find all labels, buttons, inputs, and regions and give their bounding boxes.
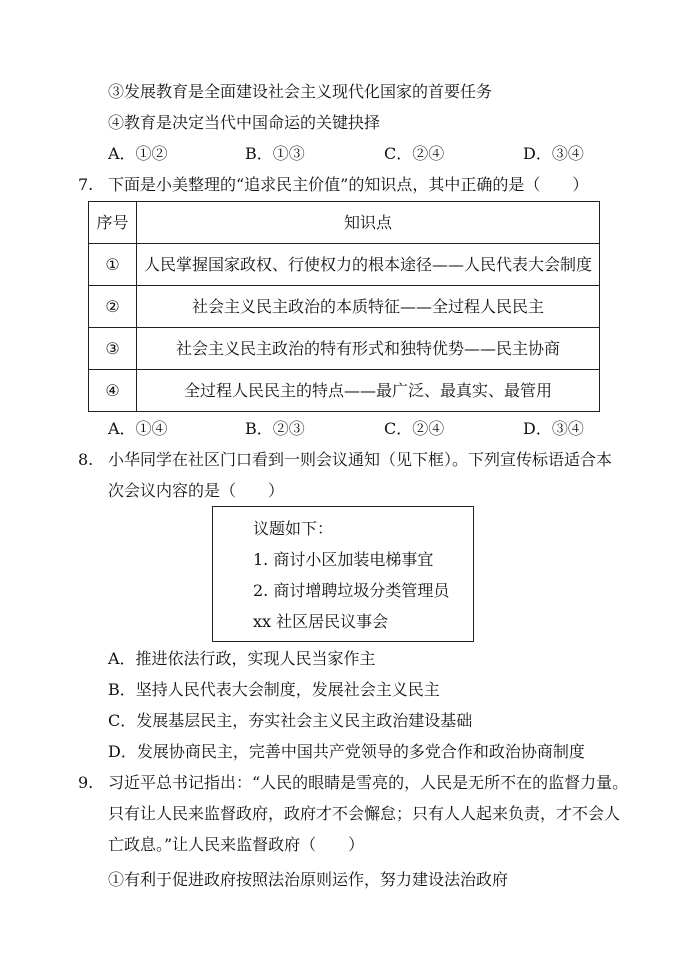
table-header-row [89,202,600,244]
q8-option-c: C．发展基层民主，夯实社会主义民主政治建设基础 [108,711,473,730]
q6-option-a: A．①② [108,144,168,163]
table-cell-text: 社会主义民主政治的本质特征——全过程人民民主 [137,286,600,328]
q7-stem: 下面是小美整理的“追求民主价值”的知识点，其中正确的是（ ） [108,175,589,194]
q9-stem-line2: 只有让人民来监督政府，政府才不会懈怠；只有人人起来负责，才不会人 [108,804,621,823]
q6-option-c: C．②④ [384,144,445,163]
q9-number: 9. [78,773,94,792]
q8-option-d: D．发展协商民主，完善中国共产党领导的多党合作和政治协商制度 [108,742,585,761]
q6-option-d: D．③④ [523,144,584,163]
table-cell-no: ② [89,286,137,328]
table-row [89,286,600,328]
q7-option-b: B．②③ [245,419,305,438]
notice-signature: xx 社区居民议事会 [253,612,389,631]
q6-option-b: B．①③ [245,144,305,163]
q7-options [108,419,608,439]
table-header-no: 序号 [89,202,137,244]
q9-stem-line3: 亡政息。”让人民来监督政府（ ） [108,835,365,854]
q7-option-c: C．②④ [384,419,445,438]
table-row [89,370,600,412]
q6-options [108,144,608,164]
table-cell-text: 人民掌握国家政权、行使权力的根本途径——人民代表大会制度 [137,244,600,286]
meeting-notice-box [212,506,474,642]
table-cell-text: 社会主义民主政治的特有形式和独特优势——民主协商 [137,328,600,370]
q7-option-a: A．①④ [108,419,168,438]
table-cell-text: 全过程人民民主的特点——最广泛、最真实、最管用 [137,370,600,412]
notice-heading: 议题如下： [253,519,334,538]
table-row [89,328,600,370]
q9-statement-1: ①有利于促进政府按照法治原则运作，努力建设法治政府 [108,870,509,889]
table-cell-no: ① [89,244,137,286]
q8-option-a: A．推进依法行政，实现人民当家作主 [108,649,376,668]
table-row [89,244,600,286]
q8-option-b: B．坚持人民代表大会制度，发展社会主义民主 [108,680,440,699]
knowledge-table [88,201,600,412]
q6-statement-4: ④教育是决定当代中国命运的关键抉择 [108,113,381,132]
q9-stem-line1: 习近平总书记指出：“人民的眼睛是雪亮的，人民是无所不在的监督力量。 [108,773,629,792]
q8-stem-line2: 次会议内容的是（ ） [108,481,285,500]
notice-item-1: 1. 商讨小区加装电梯事宜 [253,550,434,569]
table-cell-no: ④ [89,370,137,412]
q8-stem-line1: 小华同学在社区门口看到一则会议通知（见下框）。下列宣传标语适合本 [108,450,613,469]
q6-statement-3: ③发展教育是全面建设社会主义现代化国家的首要任务 [108,82,493,101]
q7-number: 7. [78,175,94,194]
q8-number: 8. [78,450,94,469]
q7-option-d: D．③④ [523,419,584,438]
table-cell-no: ③ [89,328,137,370]
table-header-point: 知识点 [137,202,600,244]
notice-item-2: 2. 商讨增聘垃圾分类管理员 [253,581,450,600]
